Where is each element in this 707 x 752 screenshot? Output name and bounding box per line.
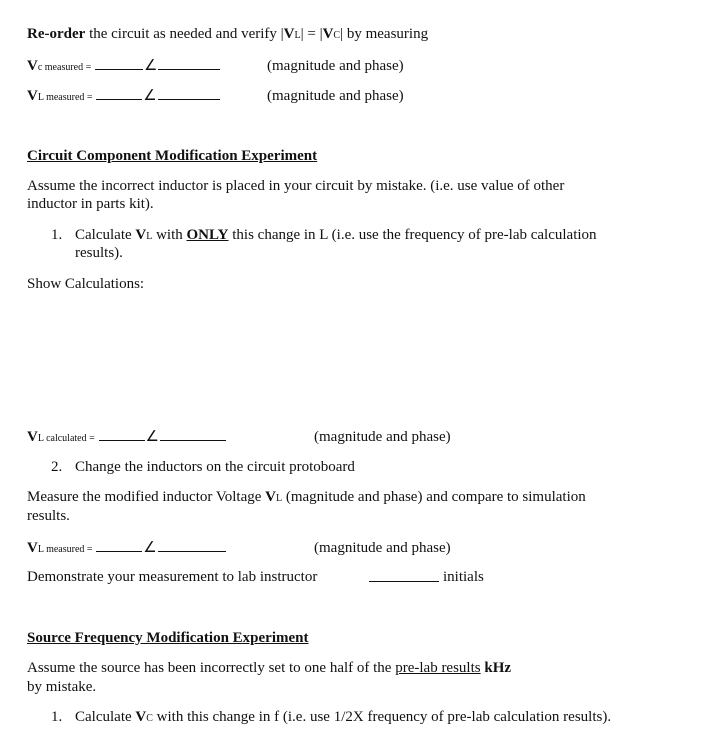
vl-measured-row-2	[27, 539, 451, 559]
heading-text: Circuit Component Modification Experiment	[27, 148, 318, 164]
text: Calculate	[75, 227, 136, 243]
bold-reorder: Re-order	[27, 26, 86, 42]
vl-calculated-row	[27, 428, 451, 448]
magnitude-blank[interactable]	[99, 428, 145, 441]
phase-blank[interactable]	[158, 57, 220, 70]
heading-text: Source Frequency Modification Experiment	[27, 630, 309, 646]
v-symbol: V	[27, 88, 38, 104]
list-item-1-frequency	[51, 708, 611, 728]
angle-symbol: ∠	[143, 88, 157, 104]
paragraph-line: inductor in parts kit).	[27, 196, 154, 212]
magnitude-blank[interactable]	[96, 539, 142, 552]
paragraph-line: results.	[27, 508, 70, 524]
khz-unit: kHz	[484, 660, 512, 676]
intro-line	[27, 25, 428, 45]
source-paragraph	[27, 659, 511, 677]
v-symbol: V	[27, 540, 38, 556]
initials-label: initials	[443, 569, 484, 585]
vc-measured-row	[27, 57, 404, 77]
text: Change the inductors on the circuit protoboard	[75, 459, 355, 475]
initials-blank[interactable]	[369, 569, 439, 582]
v-sub: L measured	[37, 92, 85, 103]
paragraph-line: by mistake.	[27, 679, 97, 695]
phase-blank[interactable]	[158, 539, 226, 552]
intro-end: | by measuring	[340, 26, 429, 42]
angle-symbol: ∠	[144, 58, 158, 74]
text: Assume the source has been incorrectly set to one half of the	[27, 660, 396, 676]
v-symbol: V	[135, 709, 147, 725]
note: (magnitude and phase)	[314, 429, 451, 445]
measure-paragraph	[27, 488, 586, 508]
intro-mid: | = |	[300, 26, 323, 42]
equals: =	[84, 544, 93, 555]
angle-symbol: ∠	[143, 540, 157, 556]
text: this change in L (i.e. use the frequency of pre-lab calculation	[228, 227, 597, 243]
v-sub: c measured	[37, 62, 84, 73]
text: Measure the modified inductor Voltage	[27, 489, 266, 505]
vc-sub: C	[333, 30, 341, 41]
text: (magnitude and phase) and compare to simulation	[282, 489, 586, 505]
section-heading-frequency	[27, 629, 309, 647]
angle-symbol: ∠	[145, 429, 159, 445]
section-heading-circuit	[27, 147, 317, 165]
v-sub: C	[146, 713, 153, 724]
pre-lab-results-underlined: pre-lab results	[395, 660, 481, 676]
v-symbol: V	[265, 489, 276, 505]
phase-blank[interactable]	[158, 87, 220, 100]
intro-text: the circuit as needed and verify |	[85, 26, 284, 42]
v-sub: L	[275, 493, 283, 504]
only-emphasis: ONLY	[186, 227, 229, 243]
note: (magnitude and phase)	[267, 88, 404, 104]
demonstrate-row	[27, 568, 484, 586]
v-sub: L	[146, 231, 153, 242]
note: (magnitude and phase)	[267, 58, 404, 74]
v-symbol: V	[135, 227, 147, 243]
text: Demonstrate your measurement to lab instructor	[27, 569, 318, 585]
vc-symbol: V	[322, 26, 334, 42]
equals: =	[84, 92, 93, 103]
item-number: 2.	[51, 459, 63, 475]
v-sub: L measured	[37, 544, 85, 555]
magnitude-blank[interactable]	[95, 57, 143, 70]
show-calculations-label: Show Calculations:	[27, 276, 145, 292]
list-item-continuation: results).	[75, 245, 123, 261]
item-number: 1.	[51, 709, 63, 725]
list-item-1	[51, 226, 597, 246]
note: (magnitude and phase)	[314, 540, 451, 556]
paragraph-line: Assume the incorrect inductor is placed in your circuit by mistake. (i.e. use value of other	[27, 178, 565, 194]
vl-symbol: V	[283, 26, 295, 42]
list-item-2	[51, 458, 355, 476]
magnitude-blank[interactable]	[96, 87, 142, 100]
item-number: 1.	[51, 227, 63, 243]
v-symbol: V	[27, 429, 38, 445]
equals: =	[86, 433, 95, 444]
text: Calculate	[75, 709, 136, 725]
vl-sub: L	[294, 30, 301, 41]
equals: =	[83, 62, 92, 73]
text: with	[152, 227, 187, 243]
phase-blank[interactable]	[160, 428, 226, 441]
v-sub: L calculated	[37, 433, 87, 444]
vl-measured-row	[27, 87, 404, 107]
text: with this change in f (i.e. use 1/2X frequency of pre-lab calculation results).	[152, 709, 612, 725]
v-symbol: V	[27, 58, 38, 74]
